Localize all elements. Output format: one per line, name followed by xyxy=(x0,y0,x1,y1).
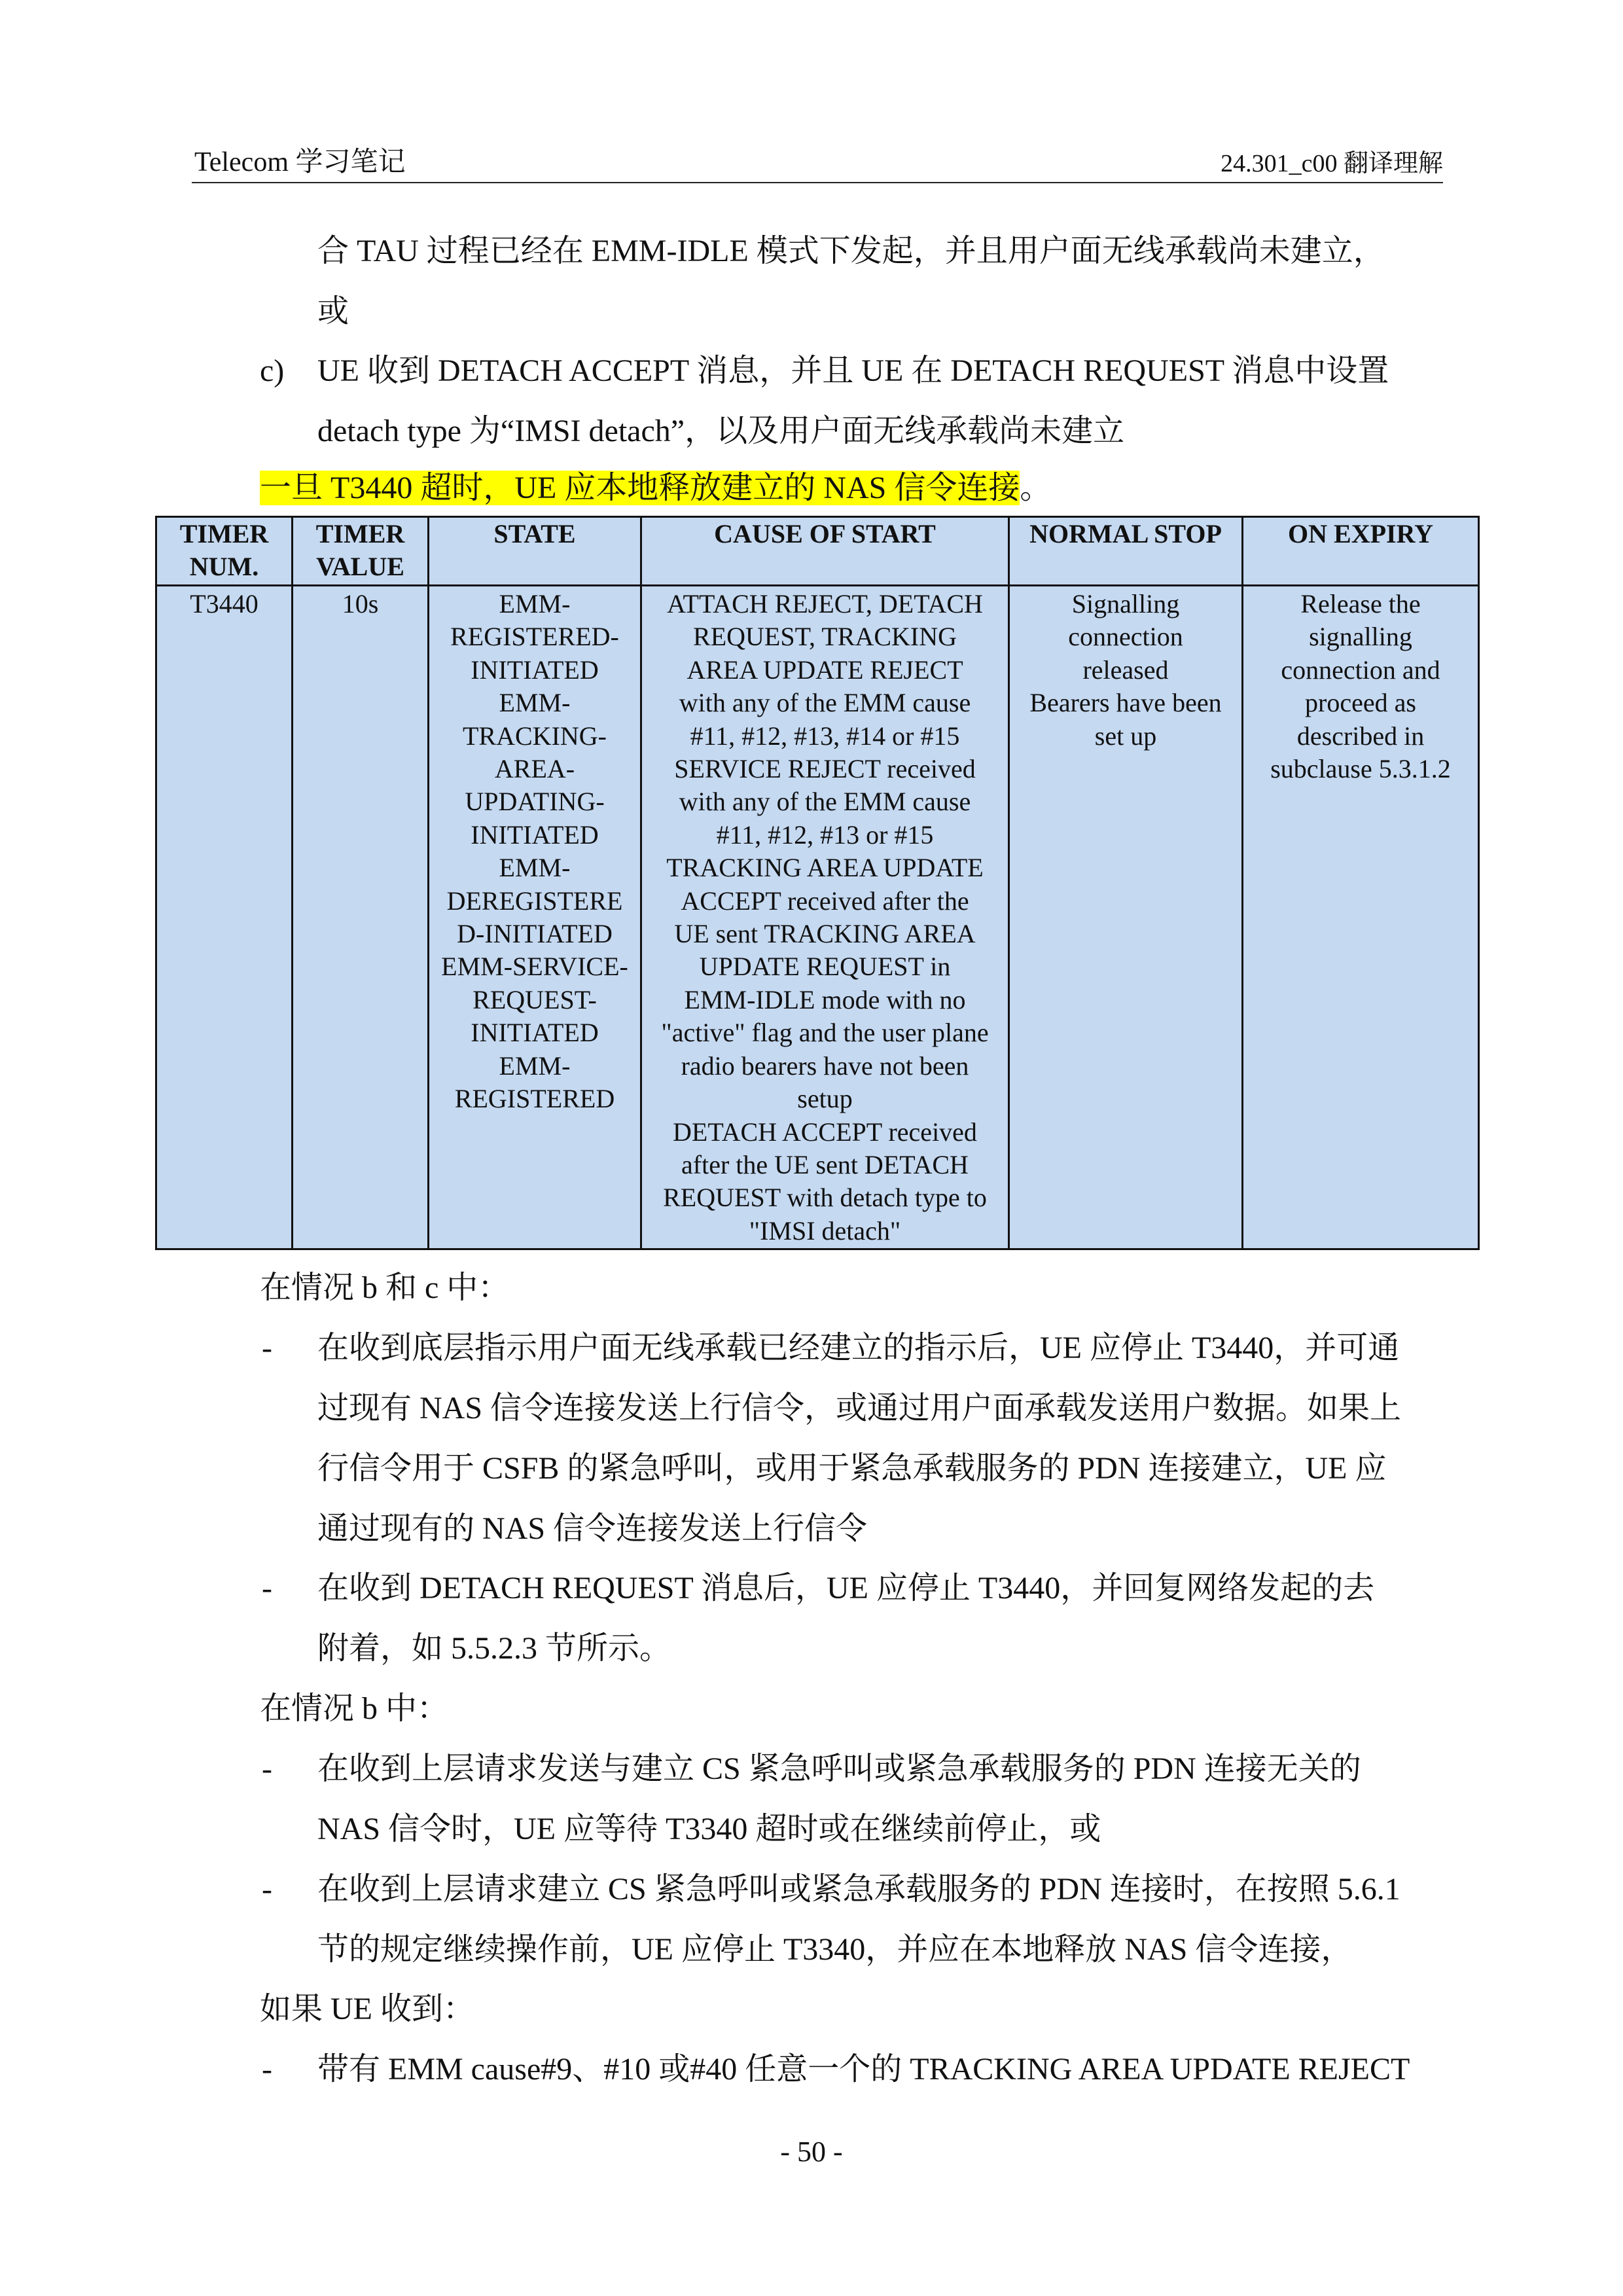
bullet-4-line-1: 在收到上层请求建立 CS 紧急呼叫或紧急承载服务的 PDN 连接时，在按照 5.6.1 xyxy=(317,1872,1400,1907)
bullet-3-line-1: 在收到上层请求发送与建立 CS 紧急呼叫或紧急承载服务的 PDN 连接无关的 xyxy=(317,1751,1361,1786)
cell-cause-of-start: ATTACH REJECT, DETACH REQUEST, TRACKING AREA UPDATE REJECT with any of the EMM cause #11, #12, #13, #14 or #15 SERVICE REJECT received with any of the EMM cause #11, #12, #13 or #15 TRACKING AREA UPDATE ACCEPT received after the UE sent TRACKING AREA UPDATE REQUEST in EMM-IDLE mode with no "active" flag and the user plane radio bearers have not been setup DETACH ACCEPT received after the UE sent DETACH REQUEST with detach type to "IMSI detach" xyxy=(641,586,1009,1249)
highlighted-text: 一旦 T3440 超时，UE 应本地释放建立的 NAS 信令连接 xyxy=(260,471,1020,505)
bullet-5-marker: - xyxy=(262,2052,272,2087)
bullet-3-marker: - xyxy=(262,1751,272,1786)
header-cause-of-start: CAUSE OF START xyxy=(641,517,1009,586)
timer-table xyxy=(155,516,1480,1250)
header-left: Telecom 学习笔记 xyxy=(194,147,406,177)
case-bc-heading: 在情况 b 和 c 中： xyxy=(260,1270,510,1305)
cell-state: EMM- REGISTERED- INITIATED EMM- TRACKING- AREA- UPDATING- INITIATED EMM- DEREGISTERE D-INITIATED EMM-SERVICE- REQUEST- INITIATED EMM- REGISTERED xyxy=(429,586,641,1249)
bullet-2-marker: - xyxy=(262,1571,272,1605)
cell-timer-value: 10s xyxy=(293,586,429,1249)
if-ue-received: 如果 UE 收到： xyxy=(260,1992,474,2026)
bullet-3-line-2: NAS 信令时，UE 应等待 T3340 超时或在继续前停止，或 xyxy=(317,1812,1101,1846)
bullet-4-marker: - xyxy=(262,1872,272,1907)
header-right: 24.301_c00 翻译理解 xyxy=(1221,150,1443,177)
intro-line-1: 合 TAU 过程已经在 EMM-IDLE 模式下发起，并且用户面无线承载尚未建立， xyxy=(317,234,1385,268)
page-number: - 50 - xyxy=(780,2136,843,2168)
header-state: STATE xyxy=(429,517,641,586)
highlight-sentence xyxy=(260,469,1051,508)
header-on-expiry: ON EXPIRY xyxy=(1243,517,1479,586)
intro-line-2: 或 xyxy=(317,294,349,329)
header-normal-stop: NORMAL STOP xyxy=(1009,517,1243,586)
cell-timer-num: T3440 xyxy=(156,586,293,1249)
item-c-line-1: UE 收到 DETACH ACCEPT 消息，并且 UE 在 DETACH REQUEST 消息中设置 xyxy=(317,353,1389,388)
bullet-4-line-2: 节的规定继续操作前，UE 应停止 T3340，并应在本地释放 NAS 信令连接， xyxy=(317,1932,1353,1967)
cell-normal-stop: Signalling connection released Bearers have been set up xyxy=(1009,586,1243,1249)
bullet-1-line-3: 行信令用于 CSFB 的紧急呼叫，或用于紧急承载服务的 PDN 连接建立，UE 应 xyxy=(317,1451,1387,1486)
bullet-5-line-1: 带有 EMM cause#9、#10 或#40 任意一个的 TRACKING AREA UPDATE REJECT xyxy=(317,2052,1410,2087)
bullet-1-line-1: 在收到底层指示用户面无线承载已经建立的指示后，UE 应停止 T3440，并可通 xyxy=(317,1331,1400,1365)
bullet-1-marker: - xyxy=(262,1331,272,1365)
bullet-1-line-2: 过现有 NAS 信令连接发送上行信令，或通过用户面承载发送用户数据。如果上 xyxy=(317,1391,1402,1426)
bullet-1-line-4: 通过现有的 NAS 信令连接发送上行信令 xyxy=(317,1511,868,1546)
case-b-heading: 在情况 b 中： xyxy=(260,1691,449,1726)
header-timer-value: TIMER VALUE xyxy=(293,517,429,586)
bullet-2-line-2: 附着，如 5.5.2.3 节所示。 xyxy=(317,1631,671,1666)
cell-on-expiry: Release the signalling connection and proceed as described in subclause 5.3.1.2 xyxy=(1243,586,1479,1249)
page-header xyxy=(192,136,1443,183)
header-timer-num: TIMER NUM. xyxy=(156,517,293,586)
table-row xyxy=(156,586,1479,1249)
table-header-row xyxy=(156,517,1479,586)
bullet-2-line-1: 在收到 DETACH REQUEST 消息后，UE 应停止 T3440，并回复网络发起的去 xyxy=(317,1571,1375,1605)
highlight-tail: 。 xyxy=(1020,471,1052,505)
item-c-marker: c) xyxy=(260,353,285,388)
item-c-line-2: detach type 为“IMSI detach”，以及用户面无线承载尚未建立 xyxy=(317,414,1125,448)
